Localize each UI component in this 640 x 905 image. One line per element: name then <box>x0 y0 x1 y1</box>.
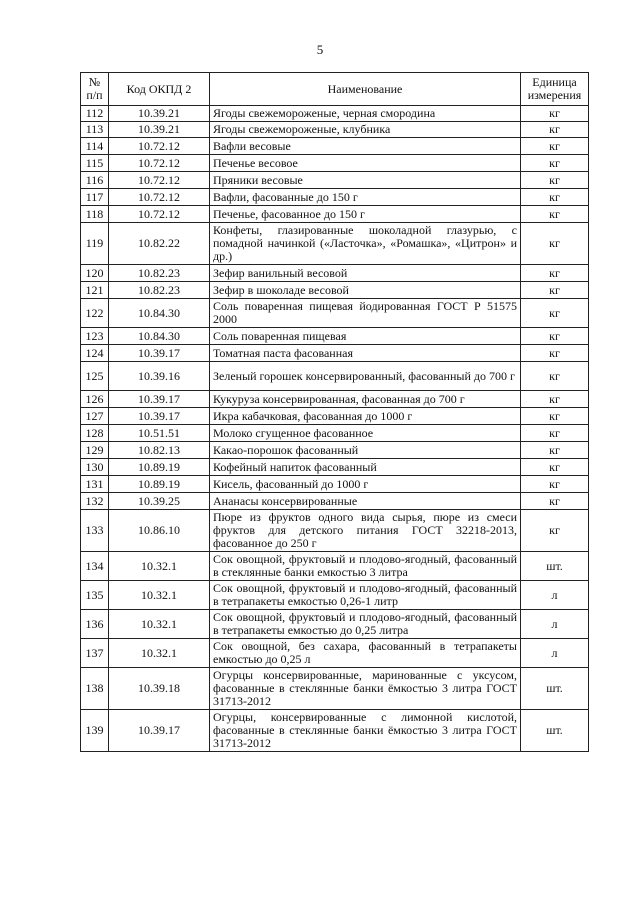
table-row <box>81 155 589 172</box>
table-row <box>81 122 589 138</box>
row-unit: кг <box>521 459 589 476</box>
row-num: 126 <box>81 391 109 408</box>
row-name: Зефир в шоколаде весовой <box>210 282 521 299</box>
row-code: 10.32.1 <box>109 639 210 668</box>
row-unit: кг <box>521 299 589 328</box>
row-name: Кофейный напиток фасованный <box>210 459 521 476</box>
row-num: 113 <box>81 122 109 138</box>
row-code: 10.84.30 <box>109 299 210 328</box>
table-row <box>81 328 589 345</box>
row-unit: кг <box>521 493 589 510</box>
row-unit: кг <box>521 391 589 408</box>
row-name: Зеленый горошек консервированный, фасованный до 700 г <box>210 362 521 391</box>
row-name: Конфеты, глазированные шоколадной глазурью, с помадной начинкой («Ласточка», «Ромашка», «Цитрон» и др.) <box>210 223 521 265</box>
row-unit: кг <box>521 282 589 299</box>
row-unit: кг <box>521 122 589 138</box>
row-unit: кг <box>521 362 589 391</box>
header-unit-line2: измерения <box>527 88 582 102</box>
row-code: 10.32.1 <box>109 552 210 581</box>
table-row <box>81 265 589 282</box>
row-num: 124 <box>81 345 109 362</box>
row-code: 10.39.25 <box>109 493 210 510</box>
header-num <box>81 73 109 106</box>
row-name: Какао-порошок фасованный <box>210 442 521 459</box>
table-row <box>81 138 589 155</box>
row-name: Печенье, фасованное до 150 г <box>210 206 521 223</box>
table-row <box>81 362 589 391</box>
header-num-line1: № <box>88 75 101 89</box>
row-num: 137 <box>81 639 109 668</box>
row-unit: кг <box>521 138 589 155</box>
row-unit: л <box>521 610 589 639</box>
table-row <box>81 710 589 752</box>
row-num: 133 <box>81 510 109 552</box>
table-row <box>81 510 589 552</box>
row-unit: кг <box>521 510 589 552</box>
row-num: 118 <box>81 206 109 223</box>
table-row <box>81 206 589 223</box>
row-name: Ягоды свежемороженые, черная смородина <box>210 106 521 122</box>
row-num: 132 <box>81 493 109 510</box>
row-code: 10.39.21 <box>109 122 210 138</box>
row-code: 10.72.12 <box>109 206 210 223</box>
row-num: 114 <box>81 138 109 155</box>
row-code: 10.39.18 <box>109 668 210 710</box>
row-unit: кг <box>521 328 589 345</box>
row-code: 10.39.17 <box>109 408 210 425</box>
products-table <box>80 72 589 752</box>
row-name: Кисель, фасованный до 1000 г <box>210 476 521 493</box>
row-code: 10.72.12 <box>109 155 210 172</box>
table-row <box>81 282 589 299</box>
row-name: Огурцы консервированные, маринованные с уксусом, фасованные в стеклянные банки ёмкостью 3 литра ГОСТ 31713-2012 <box>210 668 521 710</box>
row-name: Вафли, фасованные до 150 г <box>210 189 521 206</box>
row-unit: кг <box>521 345 589 362</box>
row-code: 10.32.1 <box>109 581 210 610</box>
row-num: 123 <box>81 328 109 345</box>
row-code: 10.39.17 <box>109 710 210 752</box>
row-unit: кг <box>521 223 589 265</box>
table-row <box>81 610 589 639</box>
row-name: Ягоды свежемороженые, клубника <box>210 122 521 138</box>
row-unit: шт. <box>521 710 589 752</box>
row-name: Икра кабачковая, фасованная до 1000 г <box>210 408 521 425</box>
row-num: 117 <box>81 189 109 206</box>
table-row <box>81 408 589 425</box>
table-row <box>81 299 589 328</box>
row-code: 10.72.12 <box>109 138 210 155</box>
row-unit: кг <box>521 106 589 122</box>
row-unit: кг <box>521 189 589 206</box>
row-num: 139 <box>81 710 109 752</box>
table-row <box>81 552 589 581</box>
row-unit: шт. <box>521 668 589 710</box>
header-num-line2: п/п <box>86 88 103 102</box>
row-name: Печенье весовое <box>210 155 521 172</box>
row-num: 116 <box>81 172 109 189</box>
table-row <box>81 189 589 206</box>
row-unit: кг <box>521 265 589 282</box>
row-num: 125 <box>81 362 109 391</box>
row-code: 10.82.13 <box>109 442 210 459</box>
table-row <box>81 476 589 493</box>
row-unit: кг <box>521 206 589 223</box>
row-num: 135 <box>81 581 109 610</box>
row-code: 10.72.12 <box>109 189 210 206</box>
row-num: 115 <box>81 155 109 172</box>
row-code: 10.84.30 <box>109 328 210 345</box>
row-name: Соль поваренная пищевая йодированная ГОСТ Р 51575 2000 <box>210 299 521 328</box>
row-code: 10.82.22 <box>109 223 210 265</box>
row-code: 10.39.17 <box>109 391 210 408</box>
row-name: Вафли весовые <box>210 138 521 155</box>
table-header-row <box>81 73 589 106</box>
row-code: 10.82.23 <box>109 282 210 299</box>
table-row <box>81 639 589 668</box>
row-name: Сок овощной, фруктовый и плодово-ягодный, фасованный в тетрапакеты емкостью 0,26-1 литр <box>210 581 521 610</box>
row-num: 129 <box>81 442 109 459</box>
table-row <box>81 425 589 442</box>
row-name: Сок овощной, фруктовый и плодово-ягодный, фасованный в тетрапакеты емкостью до 0,25 литра <box>210 610 521 639</box>
row-code: 10.51.51 <box>109 425 210 442</box>
row-num: 128 <box>81 425 109 442</box>
row-name: Пюре из фруктов одного вида сырья, пюре из смеси фруктов для детского питания ГОСТ 32218-2013, фасованное до 250 г <box>210 510 521 552</box>
row-name: Молоко сгущенное фасованное <box>210 425 521 442</box>
table-row <box>81 493 589 510</box>
row-num: 134 <box>81 552 109 581</box>
row-num: 121 <box>81 282 109 299</box>
row-code: 10.39.16 <box>109 362 210 391</box>
row-code: 10.72.12 <box>109 172 210 189</box>
row-code: 10.32.1 <box>109 610 210 639</box>
row-num: 112 <box>81 106 109 122</box>
table-row <box>81 345 589 362</box>
row-name: Томатная паста фасованная <box>210 345 521 362</box>
row-unit: кг <box>521 476 589 493</box>
row-name: Зефир ванильный весовой <box>210 265 521 282</box>
row-unit: л <box>521 639 589 668</box>
row-unit: кг <box>521 155 589 172</box>
row-name: Соль поваренная пищевая <box>210 328 521 345</box>
row-num: 136 <box>81 610 109 639</box>
row-name: Огурцы, консервированные с лимонной кислотой, фасованные в стеклянные банки ёмкостью 3 литра ГОСТ 31713-2012 <box>210 710 521 752</box>
header-name: Наименование <box>210 73 521 106</box>
page-number: 5 <box>316 42 324 57</box>
table-row <box>81 172 589 189</box>
row-code: 10.89.19 <box>109 459 210 476</box>
table-row <box>81 581 589 610</box>
row-name: Пряники весовые <box>210 172 521 189</box>
row-num: 138 <box>81 668 109 710</box>
row-name: Ананасы консервированные <box>210 493 521 510</box>
row-unit: шт. <box>521 552 589 581</box>
row-num: 122 <box>81 299 109 328</box>
row-unit: кг <box>521 442 589 459</box>
row-unit: кг <box>521 408 589 425</box>
header-code: Код ОКПД 2 <box>109 73 210 106</box>
row-num: 127 <box>81 408 109 425</box>
row-unit: кг <box>521 172 589 189</box>
header-unit <box>521 73 589 106</box>
row-name: Сок овощной, фруктовый и плодово-ягодный, фасованный в стеклянные банки емкостью 3 литра <box>210 552 521 581</box>
table-row <box>81 442 589 459</box>
table-row <box>81 668 589 710</box>
row-unit: кг <box>521 425 589 442</box>
table-row <box>81 459 589 476</box>
row-num: 130 <box>81 459 109 476</box>
row-code: 10.89.19 <box>109 476 210 493</box>
row-num: 131 <box>81 476 109 493</box>
table-row <box>81 391 589 408</box>
row-unit: л <box>521 581 589 610</box>
row-code: 10.39.17 <box>109 345 210 362</box>
row-code: 10.86.10 <box>109 510 210 552</box>
row-name: Кукуруза консервированная, фасованная до 700 г <box>210 391 521 408</box>
row-num: 120 <box>81 265 109 282</box>
row-name: Сок овощной, без сахара, фасованный в тетрапакеты емкостью до 0,25 л <box>210 639 521 668</box>
table-row <box>81 106 589 122</box>
row-code: 10.39.21 <box>109 106 210 122</box>
row-num: 119 <box>81 223 109 265</box>
header-unit-line1: Единица <box>532 75 577 89</box>
row-code: 10.82.23 <box>109 265 210 282</box>
table-row <box>81 223 589 265</box>
